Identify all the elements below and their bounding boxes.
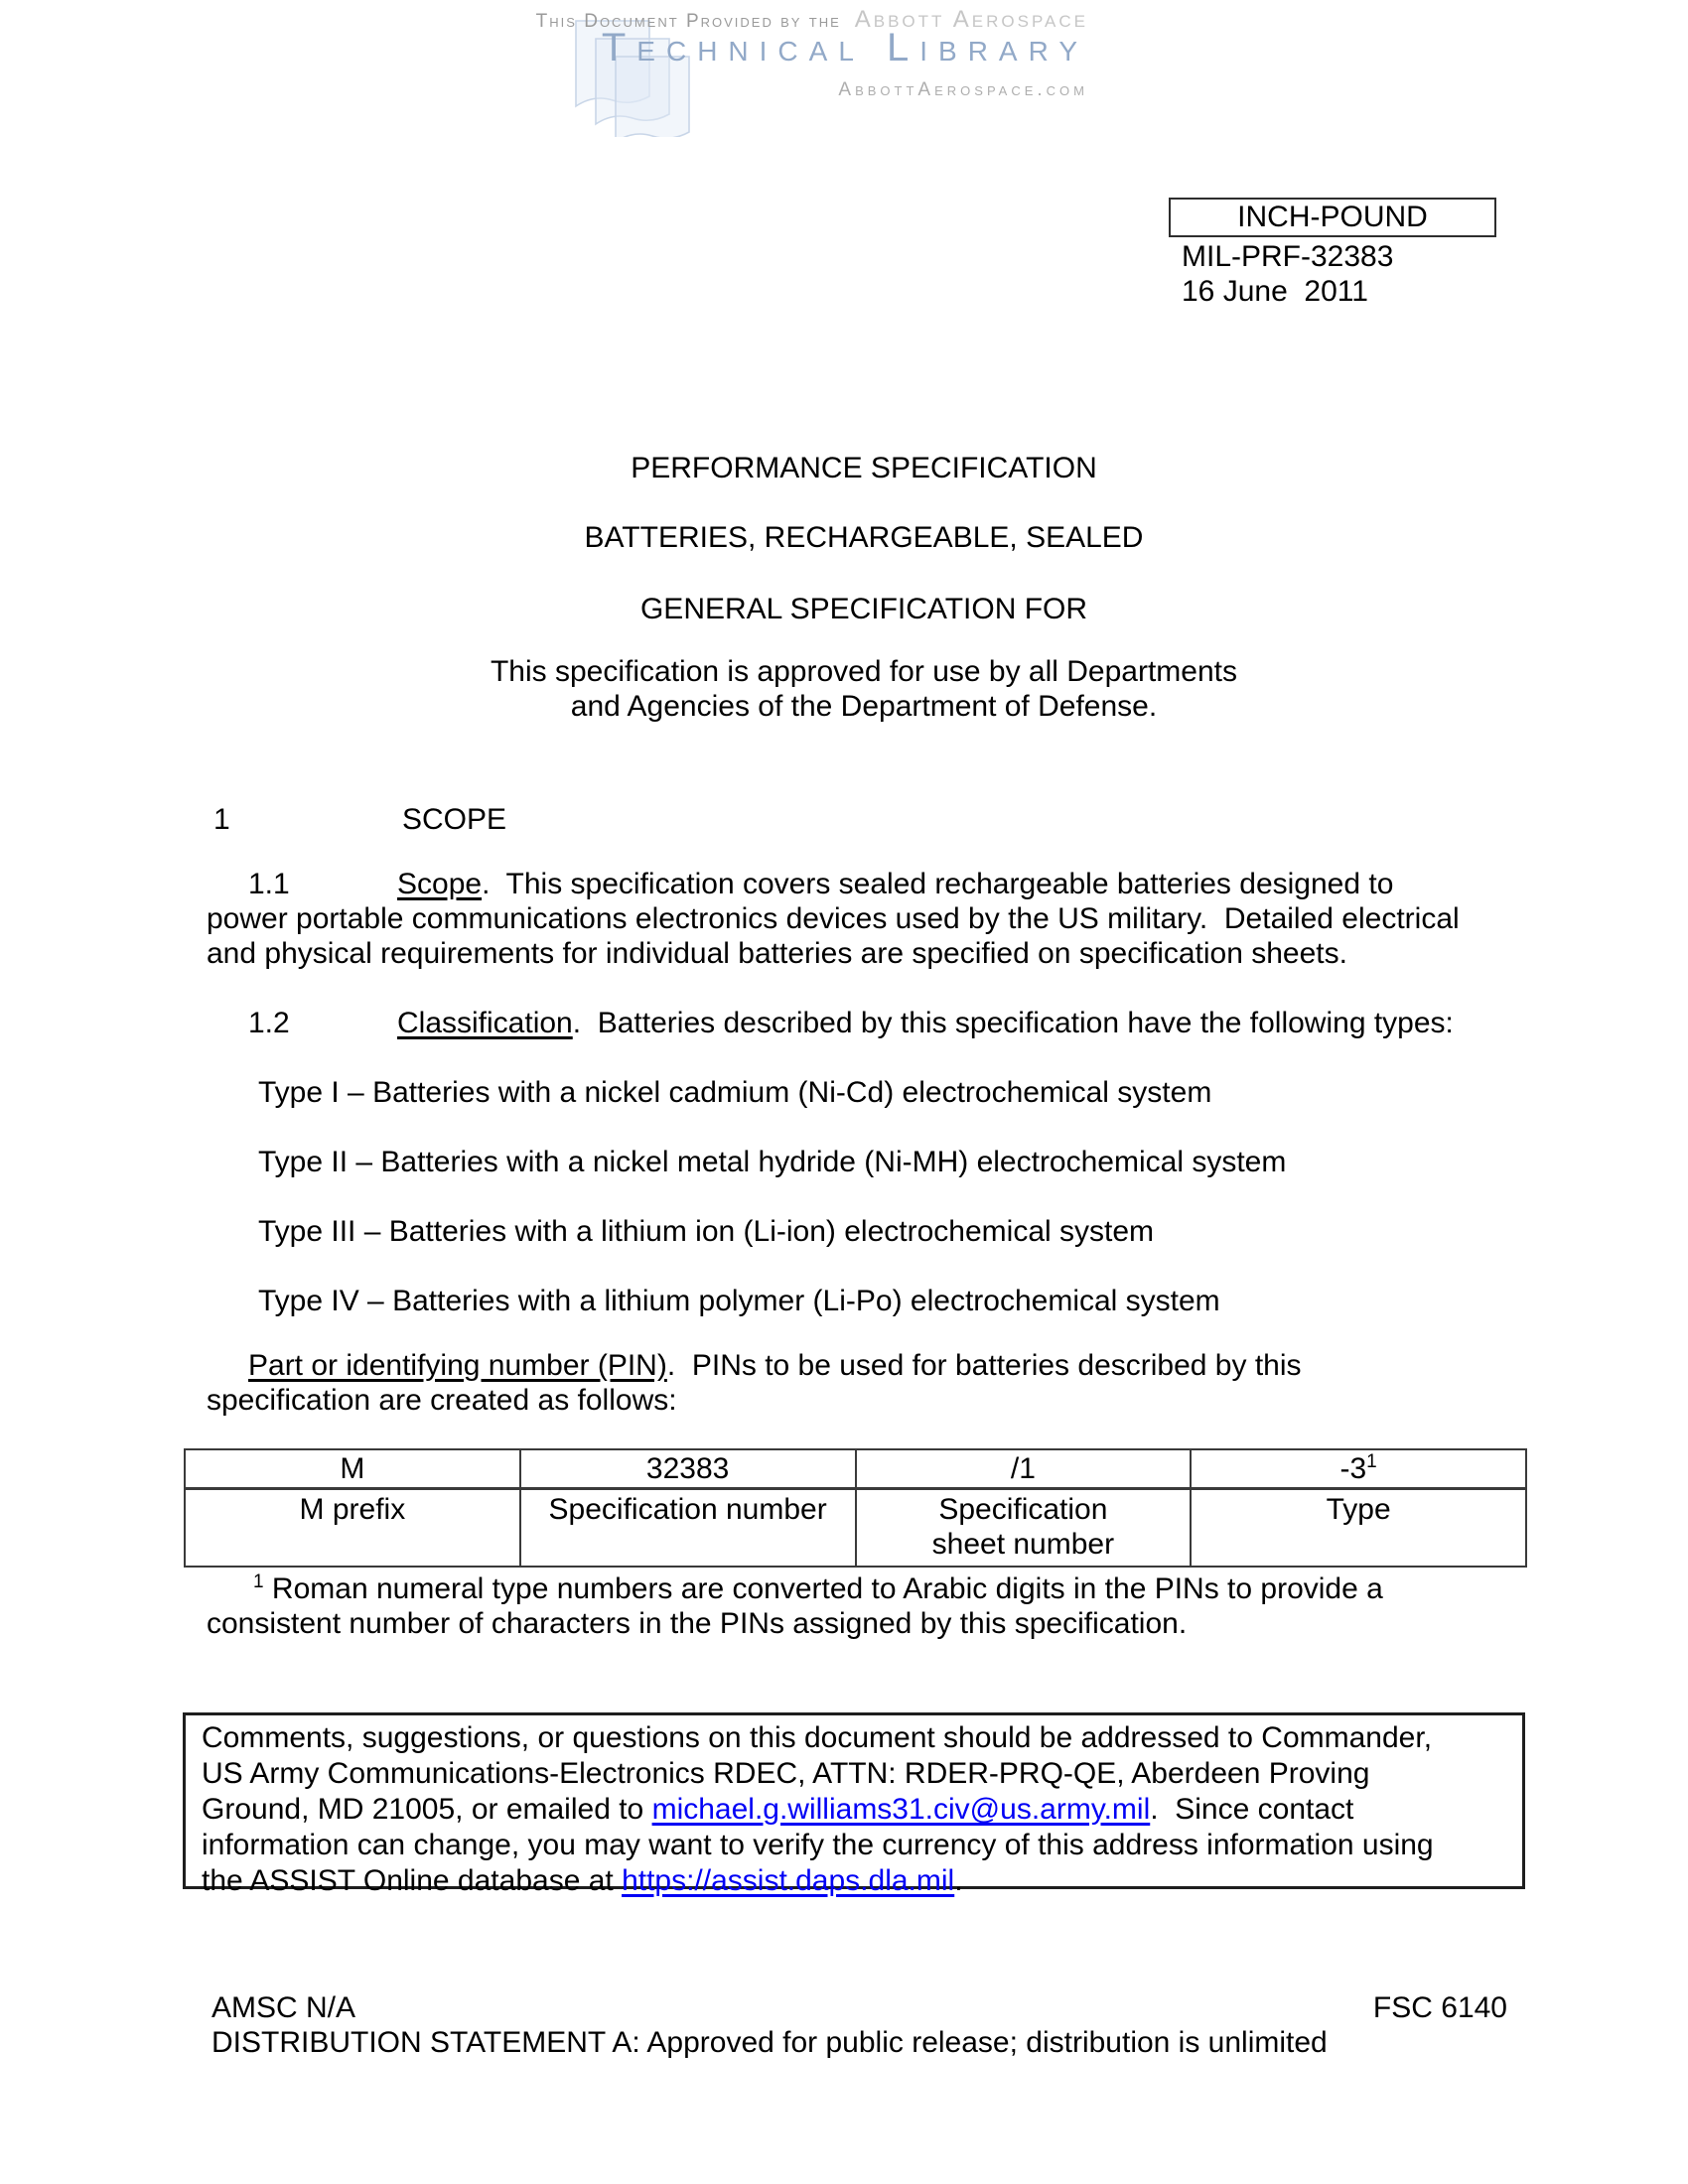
pin-paragraph-line2: specification are created as follows:: [207, 1384, 677, 1417]
comments-box: [183, 1712, 1525, 1897]
pin-cell-type-label: Type: [1191, 1489, 1526, 1568]
pin-cell-sheet: /1: [856, 1449, 1192, 1489]
inch-pound-box: [1169, 198, 1496, 237]
inch-pound-label: INCH-POUND: [1237, 201, 1428, 233]
footnote-text: Roman numeral type numbers are converted to Arabic digits in the PINs to provide a: [263, 1572, 1383, 1605]
approval-line-2: and Agencies of the Department of Defense.: [570, 690, 1158, 723]
pin-cell-specnum-label: Specification number: [520, 1489, 856, 1568]
comments-line2: US Army Communications-Electronics RDEC, ATTN: RDER-PRQ-QE, Aberdeen Proving: [202, 1757, 1370, 1790]
fsc-label: FSC 6140: [1372, 1991, 1507, 2024]
pin-label: Part or identifying number (PIN): [248, 1349, 667, 1382]
para-1-1-line1: [248, 867, 1393, 901]
spec-subject-title: BATTERIES, RECHARGEABLE, SEALED: [584, 521, 1144, 554]
brand-label: Abbott Aerospace: [854, 6, 1088, 33]
doc-number: MIL-PRF-32383: [1182, 240, 1394, 273]
para-1-1-line2: power portable communications electronics devices used by the US military. Detailed electrical: [207, 902, 1460, 935]
library-title: Technical Library: [601, 26, 1088, 69]
assist-database-link[interactable]: https://assist.daps.dla.mil: [622, 1864, 955, 1897]
doc-date: 16 June 2011: [1182, 275, 1368, 308]
table-footnote-line2: consistent number of characters in the PINs assigned by this specification.: [207, 1607, 1188, 1640]
comments-line4: information can change, you may want to verify the currency of this address information using: [202, 1829, 1434, 1861]
para-text: . Batteries described by this specification have the following types:: [572, 1007, 1454, 1039]
pin-table-label-row: [185, 1489, 1526, 1568]
type-3-item: Type III – Batteries with a lithium ion (Li-ion) electrochemical system: [258, 1215, 1155, 1248]
comments-line1: Comments, suggestions, or questions on this document should be addressed to Commander,: [202, 1721, 1433, 1754]
pin-table: [184, 1448, 1527, 1568]
general-spec-title: GENERAL SPECIFICATION FOR: [639, 593, 1088, 625]
pin-paragraph-line1: [248, 1348, 1302, 1383]
footnote-marker: 1: [253, 1571, 264, 1592]
para-label: Classification: [397, 1007, 573, 1039]
spec-type-title: PERFORMANCE SPECIFICATION: [631, 452, 1097, 484]
pin-cell-m: M: [185, 1449, 520, 1489]
amsc-label: AMSC N/A: [211, 1991, 356, 2024]
para-number: 1.1: [248, 868, 290, 900]
pin-cell-type: $-3^1$: [1191, 1449, 1526, 1489]
table-footnote-line1: [253, 1571, 1383, 1606]
pin-cell-sheet-label: Specification sheet number: [856, 1489, 1192, 1568]
section-number: 1: [213, 803, 230, 836]
section-title: SCOPE: [402, 803, 507, 836]
type-2-item: Type II – Batteries with a nickel metal hydride (Ni-MH) electrochemical system: [258, 1146, 1287, 1178]
email-link[interactable]: michael.g.williams31.civ@us.army.mil: [651, 1793, 1151, 1826]
pin-cell-specnum: 32383: [520, 1449, 856, 1489]
para-1-1-line3: and physical requirements for individual batteries are specified on specification sheets.: [207, 937, 1347, 970]
para-number: 1.2: [248, 1007, 290, 1039]
type-1-item: Type I – Batteries with a nickel cadmium (Ni-Cd) electrochemical system: [258, 1076, 1212, 1109]
comments-line3: Ground, MD 21005, or emailed to michael.g.williams31.civ@us.army.mil. Since contact: [202, 1793, 1354, 1826]
distribution-statement: DISTRIBUTION STATEMENT A: Approved for public release; distribution is unlimited: [211, 2026, 1328, 2059]
comments-line5: the ASSIST Online database at https://assist.daps.dla.mil.: [202, 1864, 963, 1897]
provided-by-label: This Document Provided by the: [535, 11, 841, 32]
pin-cell-m-label: M prefix: [185, 1489, 520, 1568]
pin-table-value-row: [185, 1449, 1526, 1489]
type-4-item: Type IV – Batteries with a lithium polymer (Li-Po) electrochemical system: [258, 1285, 1220, 1317]
type-footnote-ref: 1: [1366, 1450, 1377, 1472]
para-text: . This specification covers sealed rechargeable batteries designed to: [482, 868, 1394, 900]
site-text: AbbottAerospace.com: [838, 79, 1088, 100]
para-1-2-line1: [248, 1006, 1454, 1040]
approval-line-1: This specification is approved for use by all Departments: [490, 655, 1238, 688]
section-1-heading: [213, 802, 506, 837]
pin-text: . PINs to be used for batteries described by this: [666, 1349, 1302, 1382]
para-label: Scope: [397, 868, 483, 900]
